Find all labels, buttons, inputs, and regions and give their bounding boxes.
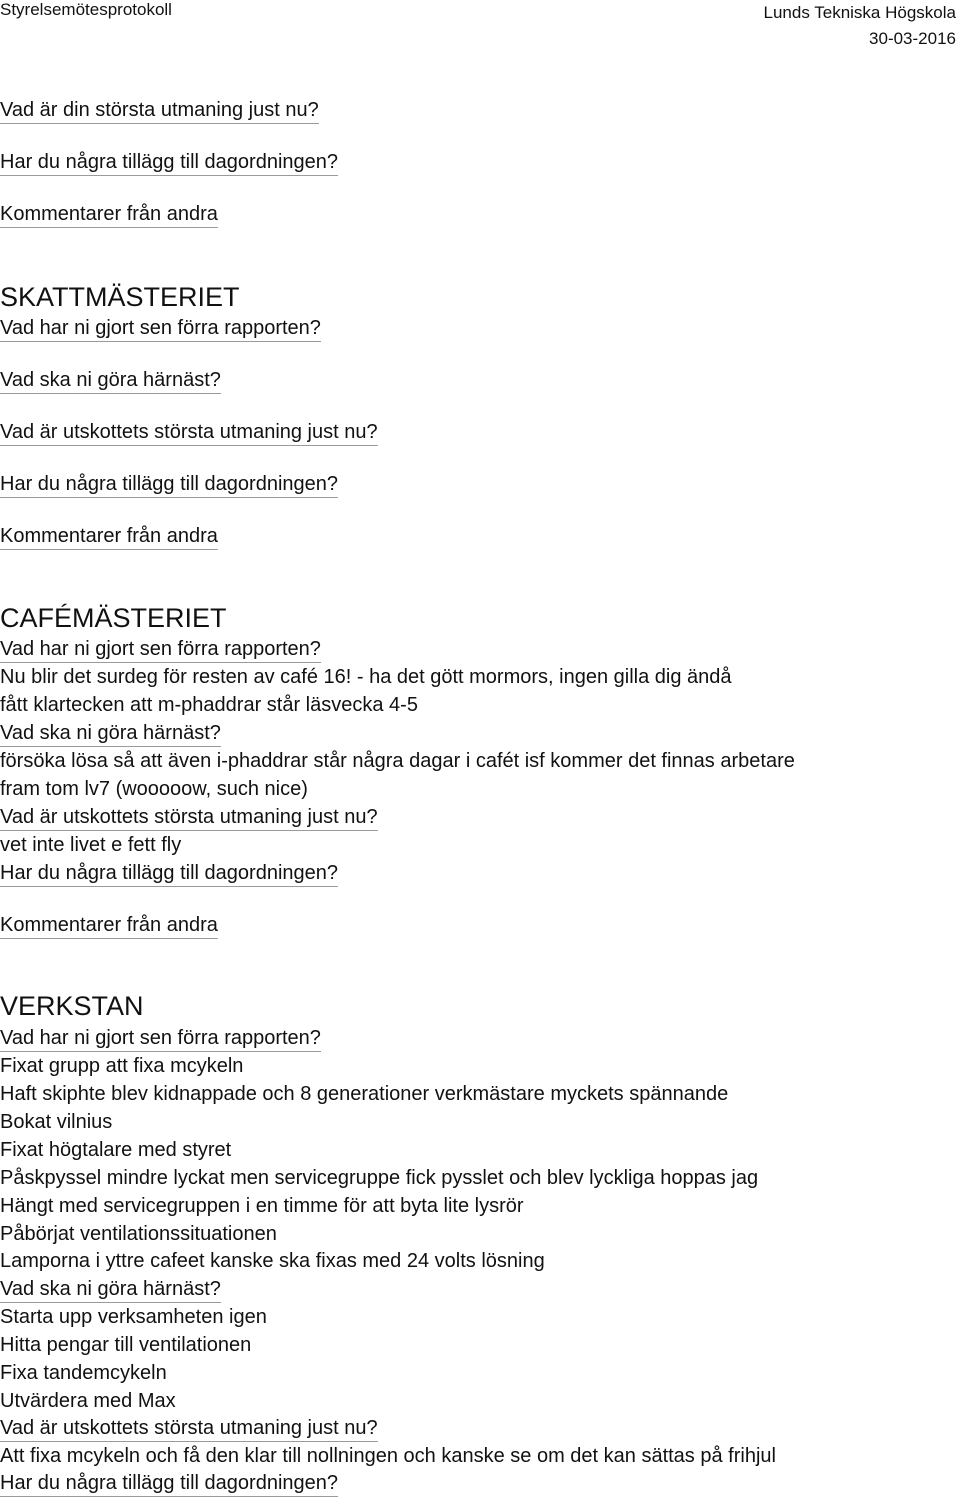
answer-line: Bokat vilnius bbox=[0, 1111, 113, 1133]
answer-line: försöka lösa så att även i-phaddrar står några dagar i cafét isf kommer det finnas arbetare bbox=[0, 750, 795, 772]
section-heading-cafemasteriet: CAFÉMÄSTERIET bbox=[0, 603, 227, 633]
question-done: Vad har ni gjort sen förra rapporten? bbox=[0, 637, 321, 663]
answer-line: fått klartecken att m-phaddrar står läsvecka 4-5 bbox=[0, 694, 418, 716]
section-heading-verkstan: VERKSTAN bbox=[0, 991, 144, 1021]
question-next: Vad ska ni göra härnäst? bbox=[0, 368, 221, 394]
question-done: Vad har ni gjort sen förra rapporten? bbox=[0, 1026, 321, 1052]
answer-line: Fixat högtalare med styret bbox=[0, 1139, 232, 1161]
question-comments: Kommentarer från andra bbox=[0, 524, 218, 550]
answer-line: Haft skiphte blev kidnappade och 8 generationer verkmästare myckets spännande bbox=[0, 1083, 729, 1105]
question-challenge: Vad är utskottets största utmaning just nu? bbox=[0, 1416, 378, 1442]
question-agenda: Har du några tillägg till dagordningen? bbox=[0, 861, 338, 887]
answer-line: Att fixa mcykeln och få den klar till nollningen och kanske se om det kan sättas på frihjul bbox=[0, 1445, 776, 1467]
question-agenda: Har du några tillägg till dagordningen? bbox=[0, 1471, 338, 1497]
question-next: Vad ska ni göra härnäst? bbox=[0, 721, 221, 747]
answer-line: Hitta pengar till ventilationen bbox=[0, 1334, 252, 1356]
answer-line: vet inte livet e fett fly bbox=[0, 834, 182, 856]
question-challenge: Vad är din största utmaning just nu? bbox=[0, 98, 319, 124]
organization-name: Lunds Tekniska Högskola bbox=[763, 3, 956, 22]
answer-line: Starta upp verksamheten igen bbox=[0, 1306, 267, 1328]
answer-line: Påskpyssel mindre lyckat men servicegruppe fick pysslet och blev lyckliga hoppas jag bbox=[0, 1167, 759, 1189]
answer-line: fram tom lv7 (wooooow, such nice) bbox=[0, 778, 308, 800]
section-heading-skattmasteriet: SKATTMÄSTERIET bbox=[0, 282, 240, 312]
question-comments: Kommentarer från andra bbox=[0, 913, 218, 939]
answer-line: Påbörjat ventilationssituationen bbox=[0, 1223, 277, 1245]
question-agenda: Har du några tillägg till dagordningen? bbox=[0, 472, 338, 498]
question-comments: Kommentarer från andra bbox=[0, 202, 218, 228]
answer-line: Fixa tandemcykeln bbox=[0, 1362, 167, 1384]
answer-line: Hängt med servicegruppen i en timme för att byta lite lysrör bbox=[0, 1195, 524, 1217]
answer-line: Utvärdera med Max bbox=[0, 1390, 176, 1412]
question-next: Vad ska ni göra härnäst? bbox=[0, 1277, 221, 1303]
answer-line: Lamporna i yttre cafeet kanske ska fixas med 24 volts lösning bbox=[0, 1250, 545, 1272]
answer-line: Nu blir det surdeg för resten av café 16! - ha det gött mormors, ingen gilla dig ändå bbox=[0, 666, 732, 688]
question-agenda: Har du några tillägg till dagordningen? bbox=[0, 150, 338, 176]
header-right bbox=[764, 0, 956, 52]
document-title: Styrelsemötesprotokoll bbox=[0, 0, 172, 19]
question-done: Vad har ni gjort sen förra rapporten? bbox=[0, 316, 321, 342]
question-challenge: Vad är utskottets största utmaning just nu? bbox=[0, 420, 378, 446]
document-date: 30-03-2016 bbox=[869, 29, 956, 48]
question-challenge: Vad är utskottets största utmaning just nu? bbox=[0, 805, 378, 831]
answer-line: Fixat grupp att fixa mcykeln bbox=[0, 1055, 244, 1077]
